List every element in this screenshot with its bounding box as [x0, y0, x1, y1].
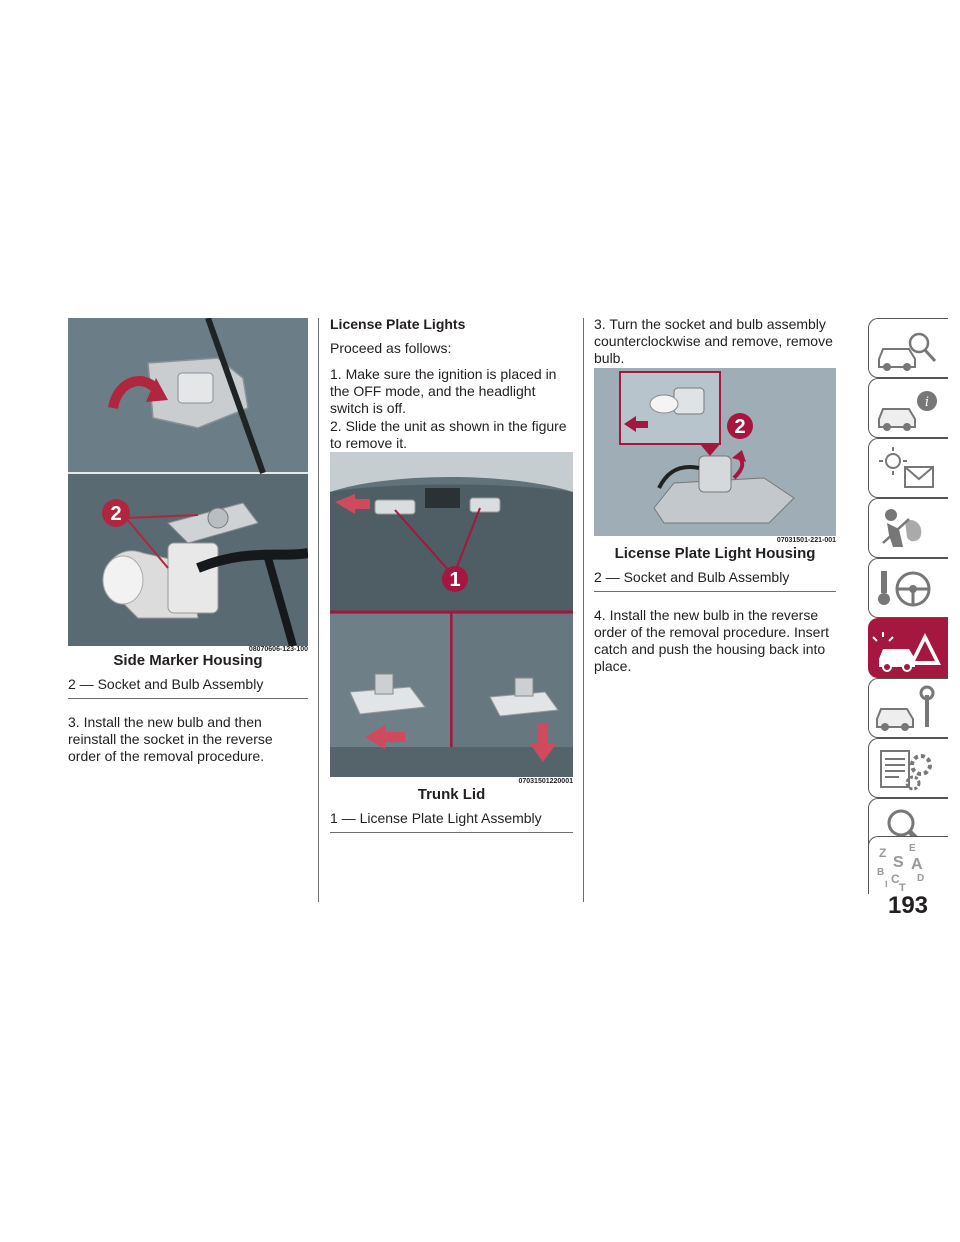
tab-index[interactable] — [868, 836, 948, 894]
page-number: 193 — [887, 892, 929, 919]
tab-servicing-and-maintenance[interactable] — [868, 678, 948, 738]
airbag-passenger-icon — [869, 499, 949, 559]
car-magnifier-icon — [869, 319, 949, 379]
figure-code: 07031501220001 — [518, 778, 573, 785]
svg-text:T: T — [899, 882, 906, 894]
specifications-gear-icon — [869, 739, 949, 799]
license-plate-light-housing-figure — [594, 368, 836, 536]
figure-caption: License Plate Light Housing — [614, 545, 816, 562]
figure-caption: Side Marker Housing — [113, 652, 263, 669]
car-wrench-icon — [869, 679, 949, 739]
trunk-lid-illustration — [330, 452, 573, 777]
trunk-lid-figure — [330, 452, 573, 777]
callout-2: 2 — [734, 416, 746, 438]
callout-2: 2 — [110, 503, 122, 525]
tab-safety[interactable] — [868, 498, 948, 558]
warning-lights-message-icon — [869, 439, 949, 499]
tab-in-case-of-emergency[interactable] — [868, 618, 948, 678]
svg-text:C: C — [891, 872, 900, 886]
figure-legend: 2 — Socket and Bulb Assembly — [594, 569, 836, 592]
figure-legend: 1 — License Plate Light Assembly — [330, 810, 573, 833]
figure-code: 08070606-123-100 — [248, 646, 308, 653]
column-divider — [318, 318, 319, 902]
svg-text:Z: Z — [879, 846, 887, 860]
step-4-paragraph: 4. Install the new bulb in the reverse order of the removal procedure. Insert catch and push the housing back into place. — [594, 607, 830, 674]
steering-wheel-key-icon — [869, 559, 949, 619]
car-breakdown-warning-icon — [869, 619, 949, 679]
index-letters-icon — [869, 837, 949, 895]
figure-caption: Trunk Lid — [417, 786, 486, 803]
figure-legend: 2 — Socket and Bulb Assembly — [68, 676, 308, 699]
step-2-paragraph: 2. Slide the unit as shown in the figure to remove it. — [330, 418, 567, 451]
svg-text:S: S — [893, 854, 904, 871]
side-marker-housing-figure — [68, 318, 308, 646]
step-1-paragraph: 1. Make sure the ignition is placed in the OFF mode, and the headlight switch is off. — [330, 366, 557, 416]
figure-code: 07031501-221-001 — [776, 537, 836, 544]
tab-technical-specifications[interactable] — [868, 738, 948, 798]
svg-text:B: B — [877, 867, 885, 878]
svg-text:i: i — [924, 395, 930, 410]
svg-text:D: D — [917, 873, 925, 884]
callout-1: 1 — [449, 569, 461, 591]
tab-instrument-panel[interactable] — [868, 378, 948, 438]
svg-text:I: I — [885, 879, 888, 889]
car-info-icon — [869, 379, 949, 439]
step-3-paragraph: 3. Turn the socket and bulb assembly counterclockwise and remove, remove bulb. — [594, 316, 833, 366]
column-divider — [583, 318, 584, 902]
tab-warning-lights[interactable] — [868, 438, 948, 498]
intro-paragraph: Proceed as follows: — [330, 340, 452, 356]
svg-text:A: A — [911, 856, 923, 873]
svg-text:E: E — [909, 843, 916, 854]
tab-starting-and-operating[interactable] — [868, 558, 948, 618]
tab-getting-to-know-vehicle[interactable] — [868, 318, 948, 378]
step-3-paragraph: 3. Install the new bulb and then reinstall the socket in the reverse order of the removal procedure. — [68, 714, 273, 764]
side-marker-housing-illustration — [68, 318, 308, 646]
license-plate-light-housing-illustration — [594, 368, 836, 536]
section-heading: License Plate Lights — [330, 316, 466, 332]
